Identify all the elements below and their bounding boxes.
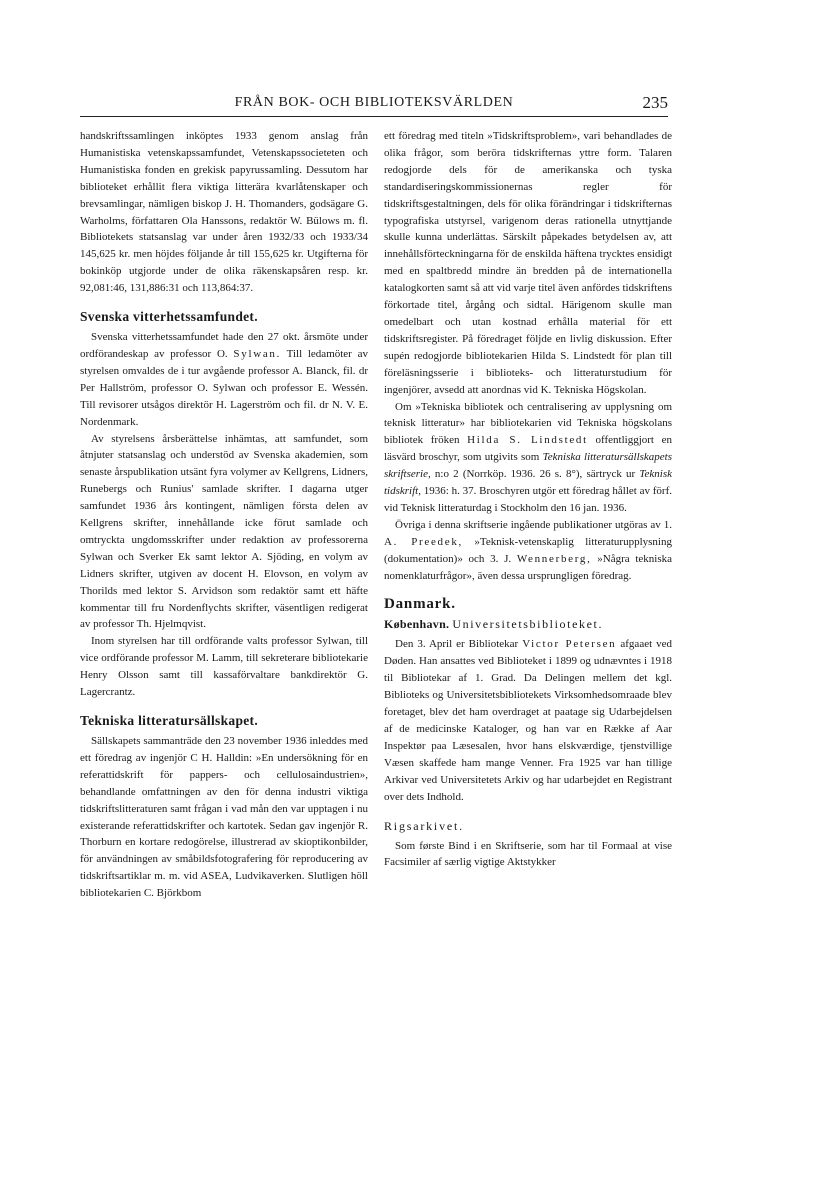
page-number: 235	[642, 93, 668, 112]
paragraph-society-meeting: Sällskapets sammanträde den 23 november 1936 inleddes med ett föredrag av ingenjör C H. Halldin: »En undersökning för en referattidskrift för pappers- och cellulosaindustrien», behandlande omfattningen av den för denna industri viktiga tidskriftslitteraturen samt frågan i vad mån den var upptagen i nu existerande referattidskrifter och kartotek. Sedan gav ingenjör R. Thorburn en kortare redogörelse, illustrerad av skioptikonbilder, för användningen av småbildsfotografering för reproducering av tidskriftsartiklar m. m. vid ASEA, Ludvikaverken. Slutligen höll bibliotekarien C. Björkbom	[80, 735, 368, 900]
spaced-name: Hilda S. Lindstedt	[467, 434, 588, 447]
spaced-name: A. Preedek,	[384, 535, 463, 548]
paragraph-rigsarkivet: Som første Bind i en Skriftserie, som har til Formaal at vise Facsimiler af særlig vigtige Aktstykker	[384, 839, 672, 869]
text: 1936: h. 37. Broschyren utgör ett föredrag hållet av förf. vid Teknisk litteraturdag i Stockholm den 16 jan. 1936.	[384, 485, 672, 514]
heading-city: København.	[384, 617, 450, 632]
paragraph-other-publications	[384, 517, 672, 585]
paragraph-annual-meeting	[80, 329, 368, 430]
paragraph-journal-lecture: ett föredrag med titeln »Tidskriftsproblem», vari behandlades de olika frågor, som beröra tidskrifternas yttre form. Talaren redogjorde dels för de amerikanska och tyska standardiseringskommissionernas regler för tidskriftsgestaltningen, dels för olika förändringar i tidskrifternas typografiska utstyrsel, varigenom deras rationella utnyttjande skulle kunna underlättas. Särskilt påpekades betydelsen av, att innehållsförteckningarna för de enskilda häftena trycktes ensidigt med en spaltbredd mindre än bredden på de internationella katalogkorten samt så att vid varje titel även anfördes tidskriftens förkortade titel, årgång och sidtal. Härigenom skulle man omedelbart och utan kostnad erhålla material för ett tidskriftsregister. På föredraget följde en livlig diskussion. Efter supén redogjorde bibliotekarien Hilda S. Lindstedt för plan till föreläsningsserie i biblioteks- och litteraturstudium för ingenjörer, avsedd att anordnas vid K. Tekniska Högskolan.	[384, 130, 672, 396]
text: »Teknisk-vetenskaplig litteraturupplysning (dokumentation)» och 3. J.	[384, 535, 672, 565]
paragraph-obituary	[384, 636, 672, 805]
text: afgaaet ved Døden. Han ansattes ved Biblioteket i 1899 og udnævntes i 1918 til Bibliotekar af 1. Grad. Da Delingen mellem det kgl. Biblioteks og Universitetsbibliotekets Virksomhedsomraade blev foretaget, blev det ham overdraget at paatage sig Udarbejdelsen af de medicinske Kataloger, og han var en Række af Aar Inspektør paa Læsesalen, hvor hans elskværdige, tjenstvillige Væsen skaffede ham mange Venner. Fra 1925 var han tillige Arkivar ved Universitetets Arkiv og har udarbejdet en Registrant over dets Indhold.	[384, 638, 673, 803]
heading-kobenhavn	[384, 616, 672, 633]
heading-tekniska-litteratursallskapet: Tekniska litteratursällskapet.	[80, 713, 259, 728]
italic-title: Teknisk tidskrift,	[384, 468, 672, 498]
italic-title: Tekniska litteratursällskapets skriftserie,	[384, 451, 673, 481]
heading-rigsarkivet: Rigsarkivet.	[384, 818, 464, 833]
right-column	[384, 128, 672, 871]
heading-institution: Universitetsbiblioteket.	[452, 617, 604, 632]
text: »Några tekniska nomenklaturfrågor», även dessa ursprungligen föredrag.	[384, 552, 673, 582]
heading-svenska-vitterhetssamfundet: Svenska vitterhetssamfundet.	[80, 309, 258, 325]
spaced-name: Wennerberg,	[516, 552, 592, 565]
paragraph-brochure	[384, 399, 672, 517]
heading-danmark: Danmark.	[384, 596, 456, 613]
paragraph-annual-report: Av styrelsens årsberättelse inhämtas, att samfundet, som åtnjuter statsanslag och understöd av Svenska akademien, som senaste årspublikation utsänt fyra volymer av Kellgrens, Lidners, Runebergs och Runius' samlade skrifter. I dagarna utger samfundet 1936 års kontingent, nämligen första delen av Kellgrens skrifter, innehållande icke förut samlade och omtryckta ungdomsskrifter under redaktion av professorerna Sylwan och Sverker Ek samt lektor A. Sjöding, en volym av Lidners skrifter, utgiven av docent H. Elovson, en volym av Thorilds med lektor S. Arvidson som redaktör samt ett häfte kommentar till fru Nordenflychts skrifter, väsentligen redigerat av professor Th. Hjelmqvist.	[80, 432, 368, 631]
text: Till ledamöter av styrelsen omvaldes de i tur avgående professor A. Blanck, fil. dr Per Hallström, professor O. Sylwan och professor E. Wessén. Till revisorer utsågos direktör H. Lagerström och fil. dr N. V. E. Nordenmark.	[80, 347, 368, 428]
text: Den 3. April er Bibliotekar	[395, 638, 519, 651]
text: Om »Tekniska bibliotek och centralisering av upplysning om teknisk litteratur» har bibliotekarien vid Tekniska högskolans bibliotek fröken	[384, 400, 672, 447]
text: n:o 2 (Norrköp. 1936. 26 s. 8°), särtryck ur	[434, 468, 636, 481]
text: Svenska vitterhetssamfundet hade den 27 okt. årsmöte under ordförandeskap av professor O.	[80, 331, 368, 360]
left-column	[80, 128, 368, 902]
running-title: FRÅN BOK- OCH BIBLIOTEKSVÄRLDEN	[234, 95, 514, 110]
text: Övriga i denna skriftserie ingående publikationer utgöras av 1.	[395, 518, 672, 531]
paragraph-library-collections: handskriftssamlingen inköptes 1933 genom anslag från Humanistiska vetenskapssamfundet, Vetenskapssocieteten och Humanistiska fonden en grekisk papyrussamling. Dessutom har biblioteket erhållit flera viktiga litterära kvarlåtenskaper och brevsamlingar, nämligen biskop J. H. Thomanders, godsägare G. Warholms, författaren Ola Hanssons, redaktör W. Bülows m. fl. Bibliotekets statsanslag var under åren 1932/33 och 1933/34 145,625 kr. men höjdes följande år till 155,625 kr. Utgifterna för bokinköp utgjorde under de olika räkenskapsåren resp. kr. 92,081:46, 131,886:31 och 113,864:37.	[80, 130, 368, 295]
paragraph-board-officers: Inom styrelsen har till ordförande valts professor Sylwan, till vice ordförande professor M. Lamm, till sekreterare bibliotekarie Henry Olsson samt till kassaförvaltare bankdirektör G. Lagercrantz.	[80, 635, 368, 699]
spaced-name: Victor Petersen	[522, 638, 617, 651]
spaced-name: Sylwan.	[233, 347, 282, 360]
text: offentliggjort en läsvärd broschyr, som utgivits som	[384, 434, 673, 464]
running-head	[80, 92, 668, 117]
